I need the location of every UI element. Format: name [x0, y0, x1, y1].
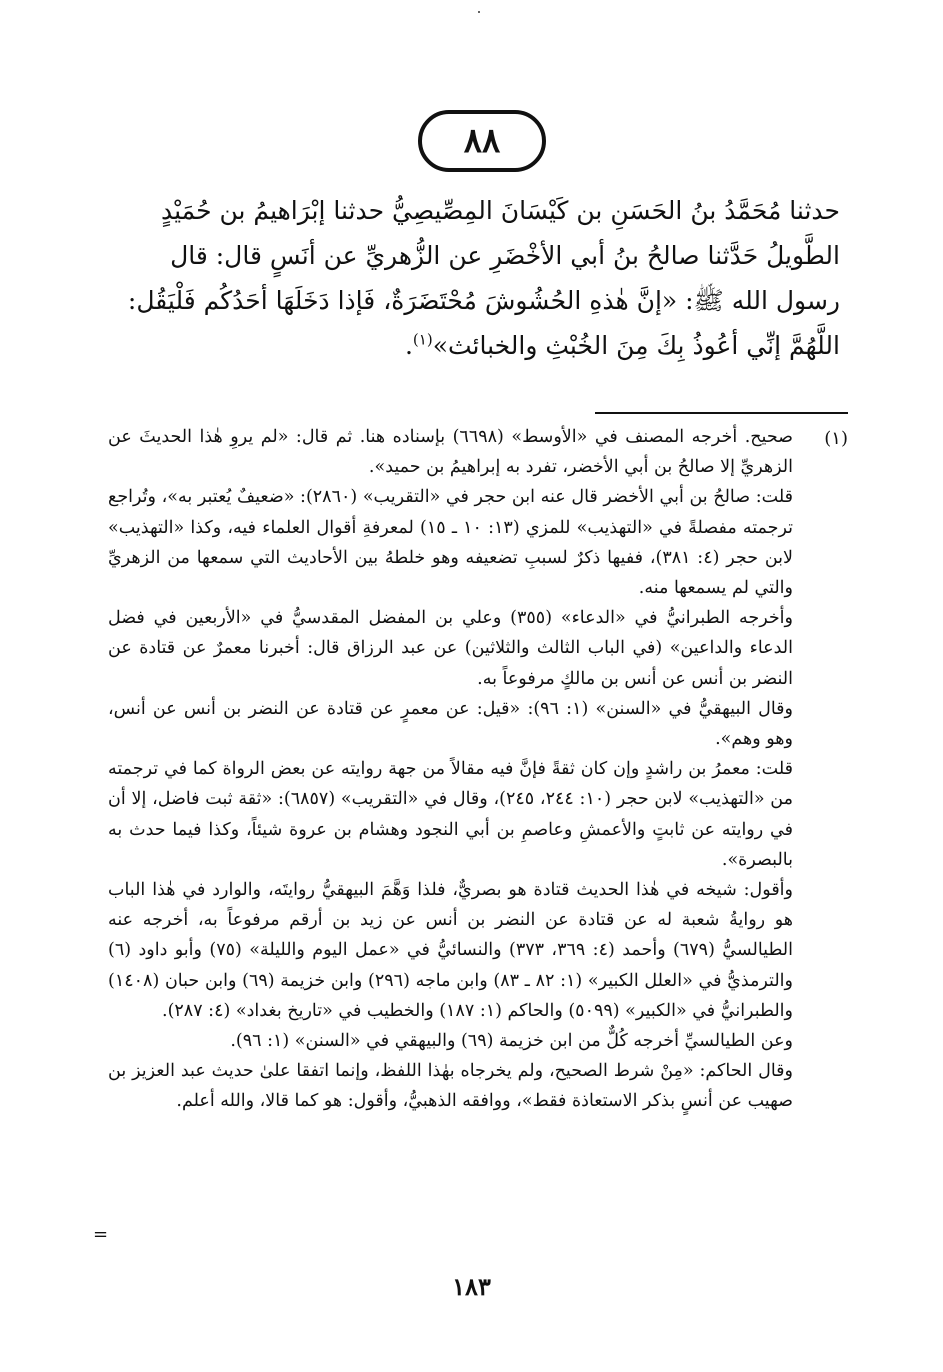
footnote-paragraph: وعن الطيالسيِّ أخرجه كُلٌّ من ابن خزيمة (٦٩) والبيهقي في «السنن» (١: ٩٦).: [230, 1031, 793, 1052]
footnote-reference: (١): [412, 330, 433, 349]
continuation-mark: =: [93, 1224, 109, 1245]
footnote-separator: [595, 412, 848, 414]
footnote-paragraph: وقال البيهقيُّ في «السنن» (١: ٩٦): «قيل: عن معمرٍ عن قتادة عن النضر بن أنس عن أنس، وهو وهم».: [108, 698, 793, 750]
end-punctuation: .: [404, 331, 413, 360]
hadith-line: حدثنا مُحَمَّدُ بنُ الحَسَنِ بن كَيْسَانَ المِصِّيصِيُّ حدثنا إبْرَاهيمُ بن حُمَيْدٍ: [160, 196, 840, 225]
scan-speck: [478, 11, 480, 13]
footnote-body: [108, 422, 793, 1117]
footnote-paragraph: وأقول: شيخه في هٰذا الحديث قتادة هو بصريٌّ، فلذا وَهَّمَ البيهقيُّ روايتَه، والوارد في هٰذا الباب هو روايةُ شعبة له عن قتادة عن النضر بن أنس عن زيد بن أرقم مرفوعاً به، أخرجه عنه الطيالسيُّ (٦٧٩) وأحمد (٤: ٣٦٩، ٣٧٣) والنسائيُّ في «عمل اليوم والليلة» (٧٥) وأبو داود (٦) والترمذيُّ في «العلل الكبير» (١: ٨٢ ـ ٨٣) وابن ماجه (٢٩٦) وابن خزيمة (٦٩) وابن حبان (١٤٠٨) والطبرانيُّ في «الكبير» (٥٠٩٩) والحاكم (١: ١٨٧) والخطيب في «تاريخ بغداد» (٤: ٢٨٧).: [108, 880, 793, 1021]
footnote-marker: (١): [824, 428, 848, 449]
footnote-paragraph: وأخرجه الطبرانيُّ في «الدعاء» (٣٥٥) وعلي بن المفضل المقدسيُّ في «الأربعين في فضل الدعاء والداعين» (في الباب الثالث والثلاثين) عن عبد الرزاق قال: أخبرنا معمرٌ عن قتادة عن النضر بن أنس عن أنس بن مالكٍ مرفوعاً به.: [108, 608, 793, 689]
hadith-line: اللَّهُمَّ إنِّي أعُوذُ بِكَ مِنَ الخُبْثِ والخبائث»: [432, 331, 840, 360]
footnote-paragraph: صحيح. أخرجه المصنف في «الأوسط» (٦٦٩٨) بإسناده هنا. ثم قال: «لم يروِ هٰذا الحديثَ عن الزهريِّ إلا صالحُ بن أبي الأخضر، تفرد به إبراهيمُ بن حميد».: [108, 427, 793, 478]
footnote: [108, 422, 848, 1117]
hadith-text: [110, 188, 840, 368]
hadith-number: ٨٨: [463, 121, 501, 161]
hadith-line: رسول الله ﷺ: «إنَّ هٰذهِ الحُشُوشَ مُحْتَضَرَةٌ، فَإذا دَخَلَهَا أحَدُكُم فَلْيَقُل:: [127, 286, 840, 315]
footnote-paragraph: وقال الحاكم: «مِنْ شرط الصحيح، ولم يخرجاه بهٰذا اللفظ، وإنما اتفقا علىٰ حديث عبد العزيز بن صهيب عن أنسٍ بذكر الاستعاذة فقط»، ووافقه الذهبيُّ، وأقول: هو كما قالا، والله أعلم.: [108, 1061, 793, 1112]
hadith-line: الطَّويلُ حَدَّثنا صالحُ بنُ أبي الأخْضَرِ عن الزُّهريِّ عن أنَسٍ قال: قال: [170, 241, 840, 270]
hadith-number-badge: [418, 110, 546, 172]
footnote-paragraph: قلت: صالحُ بن أبي الأخضر قال عنه ابن حجر في «التقريب» (٢٨٦٠): «ضعيفٌ يُعتبر به»، وتُراجع ترجمته مفصلةً في «التهذيب» للمزي (١٣: ١٠ ـ ١٥) لمعرفةِ أقوال العلماء فيه، وكذا «التهذيب» لابن حجر (٤: ٣٨١)، ففيها ذكرٌ لسببِ تضعيفه وهو خلطهُ بين الأحاديث التي سمعها من الزهريِّ والتي لم يسمعها منه.: [108, 487, 793, 599]
page-number: ١٨٣: [452, 1272, 491, 1301]
footnote-paragraph: قلت: معمرُ بن راشدٍ وإن كان ثقةً فإنَّ فيه مقالاً من جهة روايته عن بعض الرواة كما في ترجمته من «التهذيب» لابن حجر (١٠: ٢٤٤، ٢٤٥)، وقال في «التقريب» (٦٨٥٧): «ثقة ثبت فاضل، إلا أن في روايته عن ثابتٍ والأعمشِ وعاصمِ بن أبي النجود وهشام بن عروة شيئاً، وكذا فيما حدث به بالبصرة».: [108, 759, 794, 870]
hadith-line-last: [110, 323, 840, 368]
